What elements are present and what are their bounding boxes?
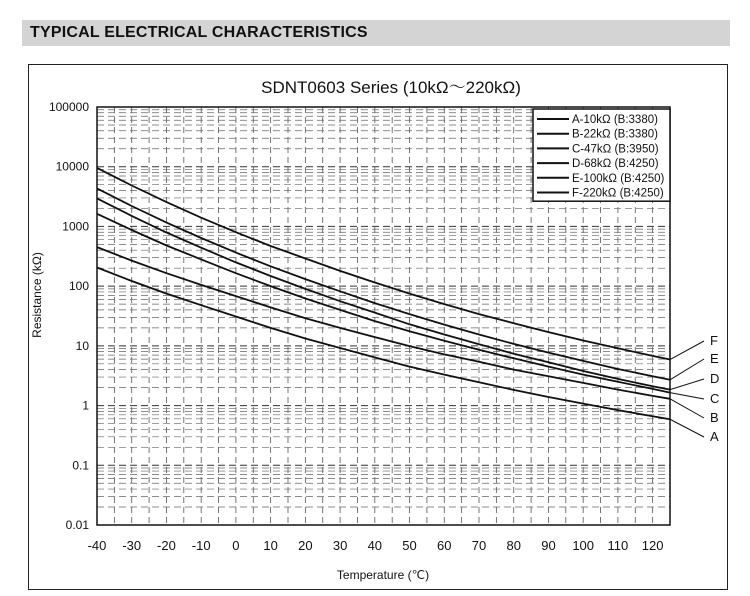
x-axis-label: Temperature (℃) [336, 568, 430, 582]
x-tick-label: 30 [332, 538, 348, 553]
y-tick-label: 10 [75, 338, 89, 353]
x-tick-label: 80 [506, 538, 521, 553]
legend [533, 109, 670, 201]
chart-title: SDNT0603 Series (10kΩ～220kΩ) [261, 78, 521, 97]
end-label-leader [670, 399, 704, 418]
y-tick-label: 100000 [48, 100, 89, 114]
series-line [97, 268, 670, 420]
x-tick-label: -20 [157, 538, 176, 553]
y-tick-label: 1 [82, 398, 89, 413]
y-tick-label: 10000 [55, 159, 89, 174]
y-tick-label: 0.01 [65, 518, 89, 532]
x-tick-label: 90 [541, 538, 556, 553]
y-tick-labels [49, 100, 89, 532]
x-tick-label: 10 [263, 538, 278, 553]
end-label-leader [670, 341, 704, 360]
end-label: B [710, 410, 719, 425]
legend-entry: E-100kΩ (B:4250) [572, 172, 665, 185]
end-label-leader [670, 379, 704, 390]
legend-entry: D-68kΩ (B:4250) [572, 158, 659, 171]
x-tick-label: 0 [232, 538, 240, 553]
section-heading: TYPICAL ELECTRICAL CHARACTERISTICS [30, 24, 368, 41]
series-lines [97, 168, 670, 419]
end-label: A [710, 429, 719, 444]
x-tick-label: 120 [641, 538, 664, 553]
x-tick-label: 70 [471, 538, 487, 553]
end-label-leader [670, 359, 704, 380]
end-label: E [710, 351, 719, 366]
y-tick-label: 0.1 [72, 458, 89, 473]
end-label-leader [670, 393, 704, 399]
chart [29, 65, 727, 589]
y-axis-label: Resistance (kΩ) [30, 252, 44, 338]
chart-frame [28, 64, 728, 590]
x-tick-label: -40 [87, 538, 107, 553]
end-label-leader [670, 419, 704, 437]
end-label: C [710, 391, 720, 406]
x-tick-label: 20 [298, 538, 313, 553]
x-tick-label: -30 [122, 538, 142, 553]
x-tick-label: 50 [402, 538, 417, 553]
section-header [22, 20, 730, 46]
x-tick-label: 110 [607, 538, 629, 553]
legend-entry: C-47kΩ (B:3950) [572, 143, 659, 156]
x-tick-label: -10 [191, 538, 211, 553]
end-labels [670, 333, 719, 444]
x-tick-label: 40 [367, 538, 383, 553]
end-label: F [710, 333, 718, 348]
y-tick-label: 100 [68, 279, 89, 294]
legend-entry: F-220kΩ (B:4250) [572, 187, 664, 200]
x-tick-label: 60 [437, 538, 452, 553]
legend-entry: A-10kΩ (B:3380) [572, 114, 658, 126]
series-line [97, 188, 670, 379]
x-tick-label: 100 [572, 538, 595, 553]
x-tick-labels [88, 538, 664, 553]
legend-entry: B-22kΩ (B:3380) [572, 128, 658, 141]
end-label: D [710, 371, 720, 386]
y-tick-label: 1000 [62, 219, 89, 234]
